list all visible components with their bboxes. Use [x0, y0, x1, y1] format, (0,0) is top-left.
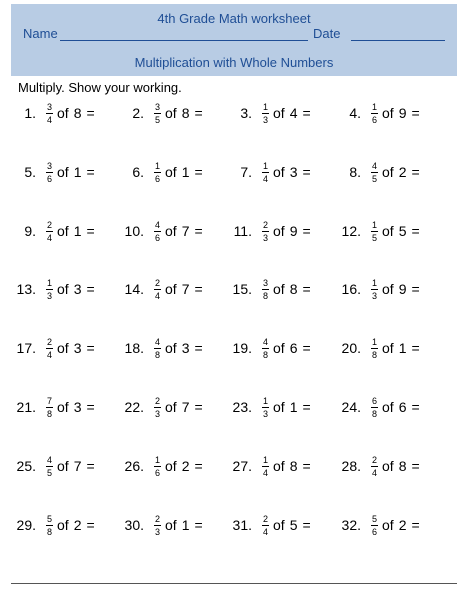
whole-number: 3 — [73, 281, 82, 297]
fraction-numerator: 4 — [263, 336, 269, 347]
of-word: of — [165, 281, 177, 297]
fraction-numerator: 2 — [372, 454, 378, 465]
fraction-numerator: 2 — [47, 219, 53, 230]
fraction-numerator: 4 — [155, 219, 161, 230]
of-word: of — [57, 517, 69, 533]
problem-item — [124, 216, 229, 246]
problem-item — [232, 98, 337, 128]
fraction-numerator: 3 — [47, 160, 53, 171]
fraction — [371, 220, 378, 243]
fraction — [46, 278, 53, 301]
problem-number: 4. — [349, 105, 361, 121]
whole-number: 1 — [73, 223, 82, 239]
problem-number: 11. — [233, 223, 252, 239]
whole-number: 8 — [398, 458, 407, 474]
problem-number: 26. — [124, 458, 144, 474]
fraction-numerator: 1 — [263, 454, 269, 465]
problem-item — [341, 451, 446, 481]
fraction-denominator: 8 — [47, 408, 53, 419]
problem-item — [232, 333, 337, 363]
fraction-denominator: 3 — [263, 408, 269, 419]
problem-item — [341, 392, 446, 422]
fraction-numerator: 2 — [47, 336, 53, 347]
fraction-denominator: 5 — [372, 232, 378, 243]
problem-item — [341, 216, 446, 246]
fraction-numerator: 1 — [372, 336, 378, 347]
equals-sign: = — [302, 164, 311, 180]
fraction-denominator: 6 — [47, 173, 53, 184]
of-word: of — [382, 517, 394, 533]
problem-item — [341, 157, 446, 187]
fraction-denominator: 4 — [47, 232, 53, 243]
whole-number: 1 — [289, 399, 298, 415]
fraction-numerator: 3 — [47, 101, 53, 112]
problem-item — [232, 157, 337, 187]
problem-item — [341, 510, 446, 540]
fraction — [154, 514, 161, 537]
problem-item — [124, 510, 229, 540]
problem-item — [341, 274, 446, 304]
problem-number: 2. — [132, 105, 144, 121]
fraction-denominator: 4 — [47, 114, 53, 125]
problem-number: 7. — [240, 164, 252, 180]
problem-number: 27. — [232, 458, 252, 474]
problem-number: 12. — [341, 223, 361, 239]
problem-number: 15. — [232, 281, 252, 297]
equals-sign: = — [302, 105, 311, 121]
fraction — [262, 396, 269, 419]
fraction-denominator: 5 — [155, 114, 161, 125]
fraction — [262, 220, 269, 243]
of-word: of — [165, 340, 177, 356]
fraction — [262, 514, 269, 537]
whole-number: 3 — [73, 340, 82, 356]
problem-number: 30. — [124, 517, 144, 533]
equals-sign: = — [302, 281, 311, 297]
of-word: of — [382, 223, 394, 239]
problem-number: 28. — [341, 458, 361, 474]
fraction-denominator: 3 — [263, 114, 269, 125]
problem-item — [16, 510, 121, 540]
fraction-numerator: 3 — [263, 277, 269, 288]
of-word: of — [165, 517, 177, 533]
equals-sign: = — [411, 458, 420, 474]
problem-number: 31. — [232, 517, 252, 533]
problem-number: 21. — [16, 399, 36, 415]
of-word: of — [273, 517, 285, 533]
fraction-denominator: 6 — [155, 232, 161, 243]
fraction — [46, 220, 53, 243]
problem-item — [232, 510, 337, 540]
fraction-numerator: 1 — [372, 277, 378, 288]
problem-number: 16. — [341, 281, 361, 297]
fraction-denominator: 5 — [372, 173, 378, 184]
fraction-denominator: 3 — [372, 290, 378, 301]
whole-number: 8 — [289, 458, 298, 474]
fraction-numerator: 4 — [372, 160, 378, 171]
fraction — [371, 337, 378, 360]
fraction — [46, 102, 53, 125]
whole-number: 1 — [181, 517, 190, 533]
equals-sign: = — [194, 223, 203, 239]
fraction-denominator: 8 — [263, 290, 269, 301]
problem-item — [16, 451, 121, 481]
fraction — [154, 396, 161, 419]
whole-number: 9 — [398, 105, 407, 121]
fraction — [154, 220, 161, 243]
of-word: of — [273, 340, 285, 356]
problem-item — [232, 451, 337, 481]
fraction-denominator: 8 — [372, 349, 378, 360]
whole-number: 1 — [73, 164, 82, 180]
fraction — [154, 161, 161, 184]
problem-number: 14. — [124, 281, 144, 297]
fraction — [371, 396, 378, 419]
equals-sign: = — [302, 399, 311, 415]
equals-sign: = — [194, 399, 203, 415]
fraction-numerator: 7 — [47, 395, 53, 406]
of-word: of — [165, 223, 177, 239]
equals-sign: = — [86, 458, 95, 474]
equals-sign: = — [411, 164, 420, 180]
problem-number: 5. — [24, 164, 36, 180]
equals-sign: = — [411, 281, 420, 297]
equals-sign: = — [194, 105, 203, 121]
fraction-denominator: 6 — [372, 114, 378, 125]
whole-number: 6 — [398, 399, 407, 415]
fraction — [154, 337, 161, 360]
whole-number: 3 — [73, 399, 82, 415]
of-word: of — [57, 164, 69, 180]
whole-number: 2 — [398, 517, 407, 533]
equals-sign: = — [411, 223, 420, 239]
problem-number: 19. — [232, 340, 252, 356]
equals-sign: = — [411, 517, 420, 533]
fraction-numerator: 3 — [155, 101, 161, 112]
problem-number: 6. — [132, 164, 144, 180]
of-word: of — [382, 458, 394, 474]
problem-number: 18. — [124, 340, 144, 356]
whole-number: 8 — [289, 281, 298, 297]
of-word: of — [165, 458, 177, 474]
footer-divider — [11, 583, 457, 584]
fraction — [371, 102, 378, 125]
problem-number: 22. — [124, 399, 144, 415]
fraction — [371, 455, 378, 478]
problem-item — [124, 274, 229, 304]
fraction-numerator: 4 — [155, 336, 161, 347]
problem-item — [341, 333, 446, 363]
whole-number: 7 — [73, 458, 82, 474]
problem-number: 3. — [240, 105, 252, 121]
fraction-numerator: 1 — [263, 395, 269, 406]
fraction — [46, 455, 53, 478]
fraction-numerator: 1 — [47, 277, 53, 288]
of-word: of — [165, 105, 177, 121]
fraction — [262, 161, 269, 184]
problem-number: 20. — [341, 340, 361, 356]
equals-sign: = — [302, 458, 311, 474]
fraction — [154, 278, 161, 301]
fraction-numerator: 2 — [263, 513, 269, 524]
fraction — [46, 161, 53, 184]
whole-number: 3 — [289, 164, 298, 180]
problem-item — [16, 98, 121, 128]
equals-sign: = — [86, 517, 95, 533]
problem-item — [16, 392, 121, 422]
whole-number: 3 — [181, 340, 190, 356]
fraction-numerator: 1 — [155, 454, 161, 465]
worksheet-subtitle: Multiplication with Whole Numbers — [134, 55, 334, 70]
fraction — [371, 161, 378, 184]
of-word: of — [57, 399, 69, 415]
problem-number: 13. — [16, 281, 36, 297]
problem-item — [124, 157, 229, 187]
problem-number: 17. — [16, 340, 36, 356]
equals-sign: = — [411, 399, 420, 415]
of-word: of — [57, 105, 69, 121]
of-word: of — [273, 164, 285, 180]
equals-sign: = — [302, 340, 311, 356]
equals-sign: = — [302, 517, 311, 533]
fraction-numerator: 5 — [47, 513, 53, 524]
fraction-denominator: 4 — [155, 290, 161, 301]
whole-number: 1 — [398, 340, 407, 356]
equals-sign: = — [194, 517, 203, 533]
fraction-numerator: 2 — [155, 277, 161, 288]
fraction-numerator: 5 — [372, 513, 378, 524]
whole-number: 5 — [289, 517, 298, 533]
problem-item — [341, 98, 446, 128]
problem-item — [124, 392, 229, 422]
whole-number: 7 — [181, 281, 190, 297]
fraction — [46, 337, 53, 360]
problem-number: 9. — [24, 223, 36, 239]
problem-item — [232, 392, 337, 422]
of-word: of — [382, 281, 394, 297]
fraction-denominator: 3 — [263, 232, 269, 243]
problem-item — [16, 333, 121, 363]
of-word: of — [165, 399, 177, 415]
problem-number: 24. — [341, 399, 361, 415]
problem-number: 25. — [16, 458, 36, 474]
of-word: of — [382, 105, 394, 121]
of-word: of — [273, 105, 285, 121]
fraction-numerator: 1 — [263, 160, 269, 171]
fraction — [371, 514, 378, 537]
equals-sign: = — [86, 223, 95, 239]
fraction — [46, 514, 53, 537]
fraction-denominator: 6 — [155, 173, 161, 184]
of-word: of — [382, 399, 394, 415]
whole-number: 8 — [181, 105, 190, 121]
of-word: of — [382, 164, 394, 180]
fraction-numerator: 2 — [155, 513, 161, 524]
problem-item — [232, 274, 337, 304]
of-word: of — [273, 458, 285, 474]
whole-number: 2 — [73, 517, 82, 533]
equals-sign: = — [411, 105, 420, 121]
of-word: of — [57, 281, 69, 297]
equals-sign: = — [194, 340, 203, 356]
fraction-numerator: 6 — [372, 395, 378, 406]
problem-number: 10. — [124, 223, 144, 239]
problem-number: 29. — [16, 517, 36, 533]
problem-item — [16, 157, 121, 187]
equals-sign: = — [411, 340, 420, 356]
fraction — [371, 278, 378, 301]
of-word: of — [57, 340, 69, 356]
problem-item — [232, 216, 337, 246]
fraction-denominator: 4 — [263, 467, 269, 478]
equals-sign: = — [194, 458, 203, 474]
equals-sign: = — [194, 281, 203, 297]
whole-number: 5 — [398, 223, 407, 239]
whole-number: 4 — [289, 105, 298, 121]
of-word: of — [273, 223, 285, 239]
fraction — [262, 455, 269, 478]
fraction-denominator: 8 — [47, 526, 53, 537]
of-word: of — [165, 164, 177, 180]
problem-number: 32. — [341, 517, 361, 533]
equals-sign: = — [86, 281, 95, 297]
fraction — [262, 337, 269, 360]
fraction — [46, 396, 53, 419]
of-word: of — [382, 340, 394, 356]
whole-number: 2 — [181, 458, 190, 474]
fraction-denominator: 4 — [372, 467, 378, 478]
name-label: Name — [23, 26, 58, 41]
of-word: of — [57, 223, 69, 239]
fraction-denominator: 4 — [263, 526, 269, 537]
fraction-numerator: 4 — [47, 454, 53, 465]
whole-number: 7 — [181, 223, 190, 239]
equals-sign: = — [302, 223, 311, 239]
fraction — [154, 455, 161, 478]
fraction-denominator: 3 — [155, 408, 161, 419]
equals-sign: = — [86, 399, 95, 415]
fraction-denominator: 8 — [372, 408, 378, 419]
whole-number: 7 — [181, 399, 190, 415]
worksheet-title: 4th Grade Math worksheet — [157, 11, 311, 26]
problem-item — [16, 274, 121, 304]
problem-number: 1. — [24, 105, 36, 121]
problem-number: 8. — [349, 164, 361, 180]
fraction-denominator: 6 — [372, 526, 378, 537]
fraction — [262, 102, 269, 125]
whole-number: 2 — [398, 164, 407, 180]
fraction-denominator: 8 — [155, 349, 161, 360]
fraction-denominator: 8 — [263, 349, 269, 360]
whole-number: 9 — [398, 281, 407, 297]
fraction — [262, 278, 269, 301]
fraction-numerator: 2 — [263, 219, 269, 230]
fraction-denominator: 5 — [47, 467, 53, 478]
problem-number: 23. — [232, 399, 252, 415]
of-word: of — [57, 458, 69, 474]
problem-item — [124, 333, 229, 363]
fraction-numerator: 1 — [372, 219, 378, 230]
equals-sign: = — [86, 164, 95, 180]
fraction-numerator: 2 — [155, 395, 161, 406]
problem-item — [16, 216, 121, 246]
whole-number: 8 — [73, 105, 82, 121]
fraction-denominator: 3 — [155, 526, 161, 537]
equals-sign: = — [86, 340, 95, 356]
problem-item — [124, 98, 229, 128]
fraction-denominator: 4 — [263, 173, 269, 184]
whole-number: 6 — [289, 340, 298, 356]
whole-number: 9 — [289, 223, 298, 239]
whole-number: 1 — [181, 164, 190, 180]
fraction-denominator: 3 — [47, 290, 53, 301]
fraction — [154, 102, 161, 125]
fraction-denominator: 6 — [155, 467, 161, 478]
instructions: Multiply. Show your working. — [18, 80, 182, 95]
fraction-numerator: 1 — [155, 160, 161, 171]
of-word: of — [273, 399, 285, 415]
of-word: of — [273, 281, 285, 297]
fraction-numerator: 1 — [372, 101, 378, 112]
fraction-denominator: 4 — [47, 349, 53, 360]
problem-item — [124, 451, 229, 481]
equals-sign: = — [86, 105, 95, 121]
equals-sign: = — [194, 164, 203, 180]
date-label: Date — [313, 26, 341, 41]
fraction-numerator: 1 — [263, 101, 269, 112]
